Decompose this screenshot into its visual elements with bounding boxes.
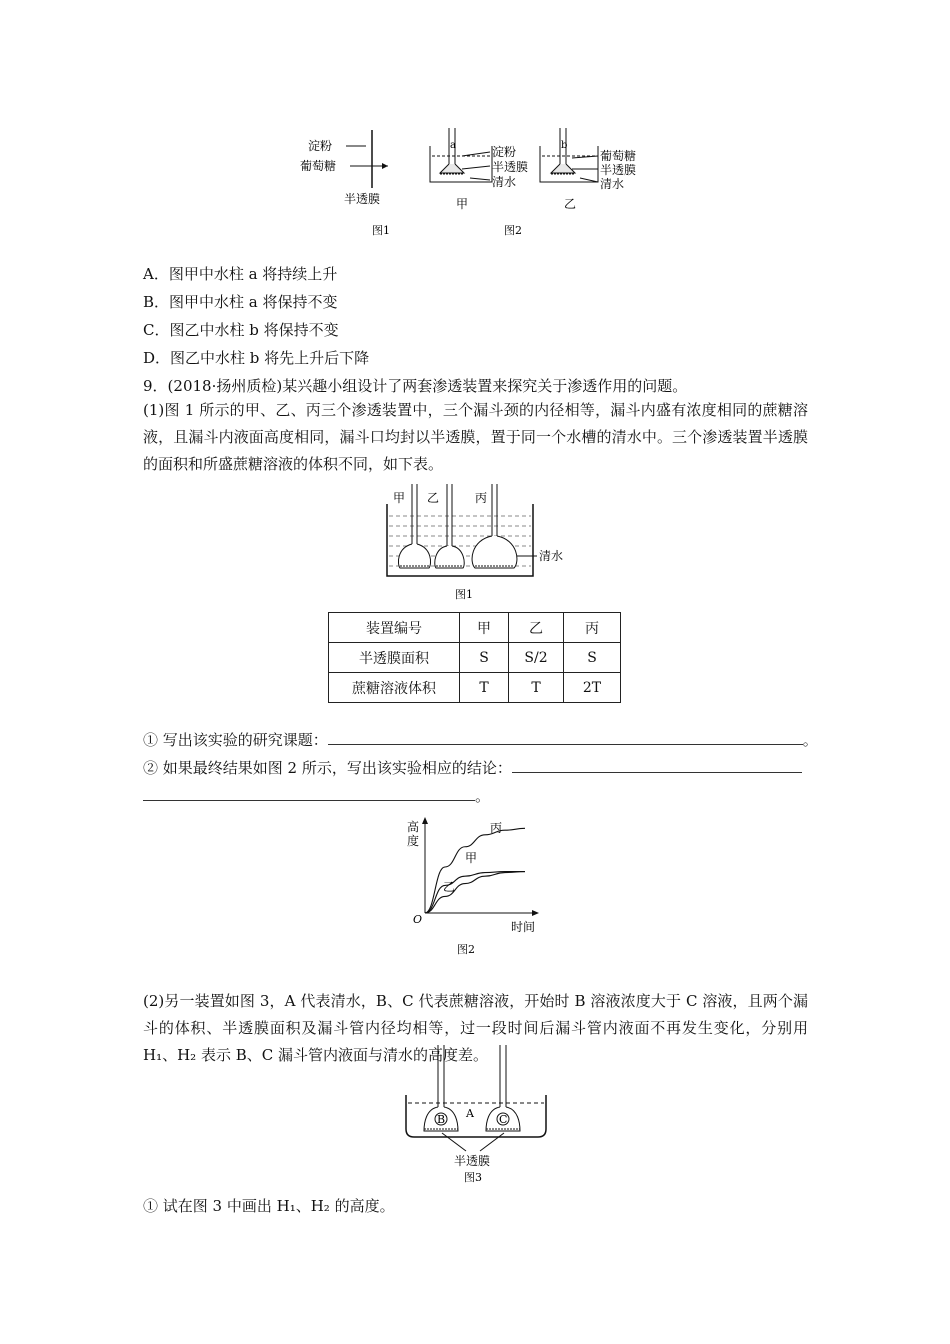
x-axis-label: 时间 <box>511 920 536 934</box>
series-line <box>425 872 525 913</box>
fig2-jia-column: a <box>450 140 456 151</box>
y-axis-label: 度 <box>407 834 420 848</box>
q9-sub1-text: ① 写出该实验的研究课题： <box>143 731 328 749</box>
option-b: B．图甲中水柱 a 将保持不变 <box>143 293 338 311</box>
fig1-label-jia: 甲 <box>393 491 406 505</box>
table-cell: S <box>460 643 509 673</box>
fig2-jia-name: 甲 <box>456 197 469 211</box>
fig3-membrane-label: 半透膜 <box>454 1154 491 1168</box>
fig1-membrane-label: 半透膜 <box>344 192 381 206</box>
table-header-cell: 丙 <box>564 613 621 643</box>
table-header-cell: 甲 <box>460 613 509 643</box>
q9-sub2 <box>143 758 802 778</box>
height-time-chart <box>395 815 555 960</box>
table-cell: 蔗糖溶液体积 <box>329 673 460 703</box>
fig3-caption: 图3 <box>464 1171 482 1184</box>
fig2-yi-membrane: 半透膜 <box>600 163 637 177</box>
q9-sub2-text: ② 如果最终结果如图 2 所示，写出该实验相应的结论： <box>143 759 512 777</box>
fig2-jia-membrane: 半透膜 <box>492 160 529 174</box>
q9-sub1 <box>143 730 818 750</box>
option-c: C．图乙中水柱 b 将保持不变 <box>143 321 339 339</box>
fig2-yi-name: 乙 <box>564 197 577 211</box>
fig2-jia <box>430 128 528 211</box>
fig2-jia-water: 清水 <box>492 175 517 189</box>
series-label: 丙 <box>490 821 503 835</box>
fig1-starch-label: 淀粉 <box>308 139 333 153</box>
q9-sub2-end: 。 <box>475 787 491 805</box>
answer-blank[interactable] <box>143 786 475 801</box>
x-axis-arrow <box>532 910 539 916</box>
table-header-cell: 装置编号 <box>329 613 460 643</box>
q9-part1-text: (1)图 1 所示的甲、乙、丙三个渗透装置中，三个漏斗颈的内径相等，漏斗内盛有浓度相同的蔗糖溶液，且漏斗内液面高度相同，漏斗口均封以半透膜，置于同一个水槽的清水中。三个渗透装置半透膜的面积和所盛蔗糖溶液的体积不同，如下表。 <box>143 401 808 473</box>
table-cell: S <box>564 643 621 673</box>
q9-sub3: ① 试在图 3 中画出 H₁、H₂ 的高度。 <box>143 1197 395 1215</box>
fig1-glucose-label: 葡萄糖 <box>300 159 337 173</box>
q9-figure3 <box>400 1045 560 1185</box>
fig3-label-a: A <box>466 1107 474 1120</box>
table-cell: 半透膜面积 <box>329 643 460 673</box>
series-label: 乙 <box>443 880 456 894</box>
table-header-cell: 乙 <box>509 613 564 643</box>
table-cell: T <box>509 673 564 703</box>
fig1-caption: 图1 <box>372 224 390 237</box>
y-axis-arrow <box>422 817 428 824</box>
fig2-yi-glucose: 葡萄糖 <box>600 149 637 163</box>
fig2-yi-column: b <box>561 140 568 151</box>
table-cell: T <box>460 673 509 703</box>
answer-blank[interactable] <box>512 758 802 773</box>
fig2-yi-water: 清水 <box>600 177 625 191</box>
option-d: D．图乙中水柱 b 将先上升后下降 <box>143 349 370 367</box>
table-cell: 2T <box>564 673 621 703</box>
q9-sub2-cont <box>143 786 490 806</box>
table-row <box>329 613 621 643</box>
table-cell: S/2 <box>509 643 564 673</box>
q9-title: 9．(2018·扬州质检)某兴趣小组设计了两套渗透装置来探究关于渗透作用的问题。 <box>143 377 688 395</box>
table-row <box>329 673 621 703</box>
fig2-jia-starch: 淀粉 <box>492 145 517 159</box>
q9-part2-text: (2)另一装置如图 3，A 代表清水，B、C 代表蔗糖溶液，开始时 B 溶液浓度大于 C 溶液，且两个漏斗的体积、半透膜面积及漏斗管内径均相等，过一段时间后漏斗管内液面不再发生变化，分别用 H₁、H₂ 表示 B、C 漏斗管内液面与清水的高度差。 <box>143 992 808 1064</box>
chart-caption: 图2 <box>457 943 475 956</box>
option-a: A．图甲中水柱 a 将持续上升 <box>143 265 338 283</box>
fig1-label-yi: 乙 <box>427 491 440 505</box>
fig3-label-b: B <box>437 1113 446 1126</box>
fig1-caption: 图1 <box>455 588 473 601</box>
fig1-label-bing: 丙 <box>475 491 488 505</box>
fig2-yi <box>540 128 636 211</box>
series-line <box>425 872 525 913</box>
q9-sub1-end: 。 <box>802 731 818 749</box>
series-label: 甲 <box>465 851 478 865</box>
answer-blank[interactable] <box>328 730 803 745</box>
fig3-label-c: C <box>499 1113 508 1126</box>
y-axis-label: 高 <box>407 820 420 834</box>
fig1-water-label: 清水 <box>539 549 564 563</box>
table-row <box>329 643 621 673</box>
fig2-caption: 图2 <box>504 224 522 237</box>
origin-label: O <box>413 913 423 926</box>
q9-figure1 <box>385 484 585 604</box>
top-figure <box>300 128 660 243</box>
series-line <box>425 828 525 913</box>
membrane-table <box>328 612 621 703</box>
